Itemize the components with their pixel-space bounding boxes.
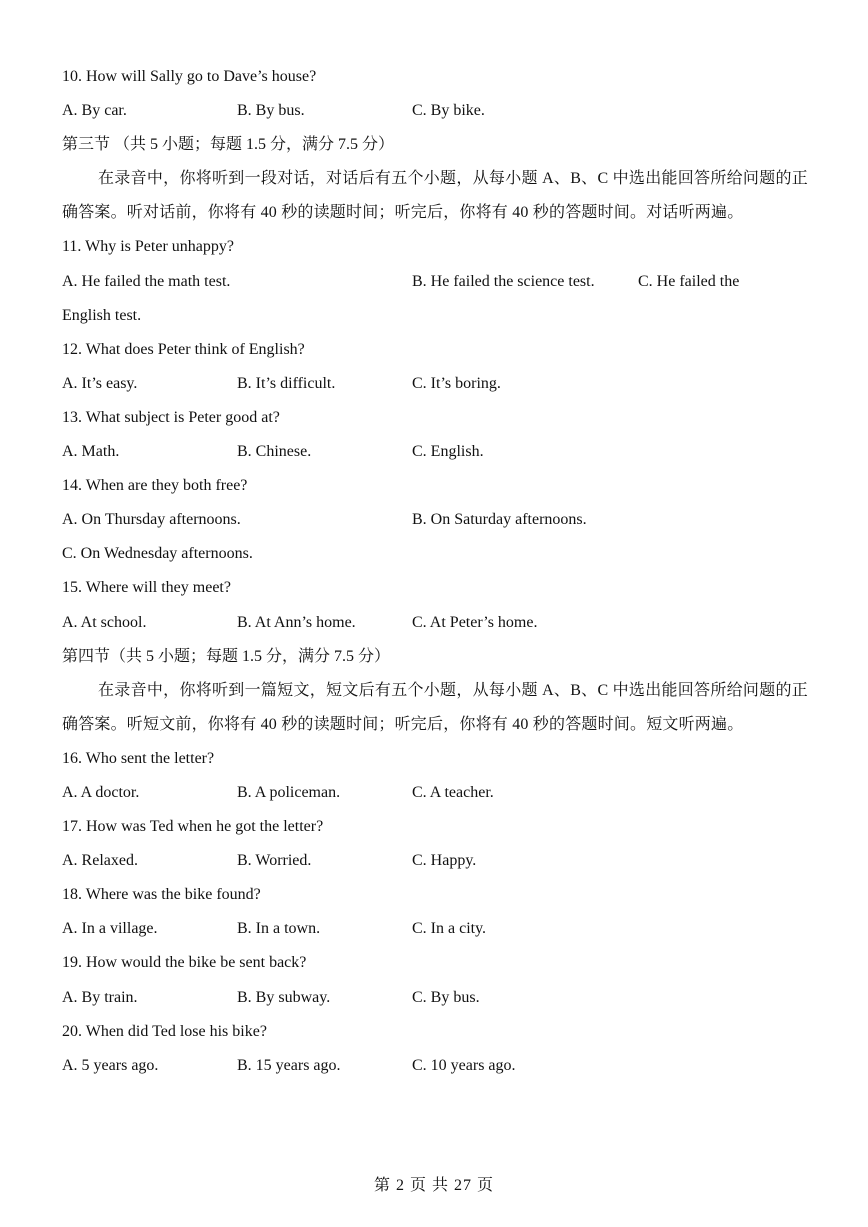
question-17: 17. How was Ted when he got the letter?: [62, 818, 324, 836]
section-4-heading: 第四节（共 5 小题；每题 1.5 分，满分 7.5 分）: [62, 647, 391, 665]
page-number-footer: 第 2 页 共 27 页: [373, 1177, 494, 1194]
options-12: [62, 367, 808, 401]
option-a: A. Relaxed.: [62, 852, 138, 870]
question-14: 14. When are they both free?: [62, 477, 248, 495]
option-b: B. By subway.: [237, 988, 331, 1006]
question-10: 10. How will Sally go to Dave’s house?: [62, 68, 317, 85]
option-c: C. At Peter’s home.: [412, 613, 538, 631]
question-20: 20. When did Ted lose his bike?: [62, 1022, 267, 1040]
options-14: [62, 503, 808, 537]
option-c: C. By bike.: [412, 102, 485, 120]
section-3-heading: 第三节 （共 5 小题；每题 1.5 分，满分 7.5 分）: [62, 136, 395, 154]
question-18: 18. Where was the bike found?: [62, 886, 261, 904]
option-c: C. It’s boring.: [412, 374, 501, 392]
option-b: B. On Saturday afternoons.: [412, 511, 587, 529]
option-b: B. He failed the science test.: [412, 272, 595, 290]
question-13: 13. What subject is Peter good at?: [62, 408, 280, 426]
option-b: B. It’s difficult.: [237, 374, 336, 392]
options-13: [62, 435, 808, 469]
option-a: A. By car.: [62, 102, 127, 120]
options-15: [62, 606, 808, 640]
option-a: A. In a village.: [62, 920, 158, 938]
question-19: 19. How would the bike be sent back?: [62, 954, 307, 972]
option-a: A. 5 years ago.: [62, 1056, 159, 1074]
option-a: A. By train.: [62, 988, 138, 1006]
section-3-instructions: 在录音中，你将听到一段对话，对话后有五个小题，从每小题 A、B、C 中选出能回答所给问题的正确答案。听对话前，你将有 40 秒的读题时间；听完后，你将有 40 秒的答题时间。对话听两遍。: [62, 170, 808, 222]
option-a: A. It’s easy.: [62, 374, 138, 392]
option-b: B. 15 years ago.: [237, 1056, 341, 1074]
option-c: C. 10 years ago.: [412, 1056, 516, 1074]
question-15: 15. Where will they meet?: [62, 579, 231, 597]
options-17: [62, 844, 808, 878]
option-c: C. He failed the: [638, 272, 740, 290]
option-c: C. By bus.: [412, 988, 480, 1006]
option-c: C. On Wednesday afternoons.: [62, 545, 253, 563]
option-b: B. In a town.: [237, 920, 321, 938]
question-11: 11. Why is Peter unhappy?: [62, 238, 234, 256]
option-b: B. Chinese.: [237, 443, 312, 461]
question-16: 16. Who sent the letter?: [62, 749, 215, 767]
options-10: [62, 94, 808, 128]
option-a: A. He failed the math test.: [62, 272, 231, 290]
option-a: A. At school.: [62, 613, 147, 631]
option-c-continued: English test.: [62, 306, 142, 324]
option-c: C. In a city.: [412, 920, 487, 938]
option-b: B. At Ann’s home.: [237, 613, 356, 631]
section-4-instructions: 在录音中，你将听到一篇短文，短文后有五个小题，从每小题 A、B、C 中选出能回答所给问题的正确答案。听短文前，你将有 40 秒的读题时间；听完后，你将有 40 秒的答题时间。短文听两遍。: [62, 681, 808, 733]
option-c: C. Happy.: [412, 852, 477, 870]
options-19: [62, 981, 808, 1015]
option-b: B. By bus.: [237, 102, 305, 120]
options-20: [62, 1049, 808, 1083]
option-b: B. A policeman.: [237, 783, 341, 801]
option-a: A. A doctor.: [62, 783, 140, 801]
option-b: B. Worried.: [237, 852, 312, 870]
exam-page: [62, 60, 808, 1083]
question-12: 12. What does Peter think of English?: [62, 340, 305, 358]
option-a: A. Math.: [62, 443, 120, 461]
options-11: [62, 265, 808, 299]
option-c: C. English.: [412, 443, 484, 461]
options-18: [62, 912, 808, 946]
option-c: C. A teacher.: [412, 783, 494, 801]
options-16: [62, 776, 808, 810]
option-a: A. On Thursday afternoons.: [62, 511, 241, 529]
